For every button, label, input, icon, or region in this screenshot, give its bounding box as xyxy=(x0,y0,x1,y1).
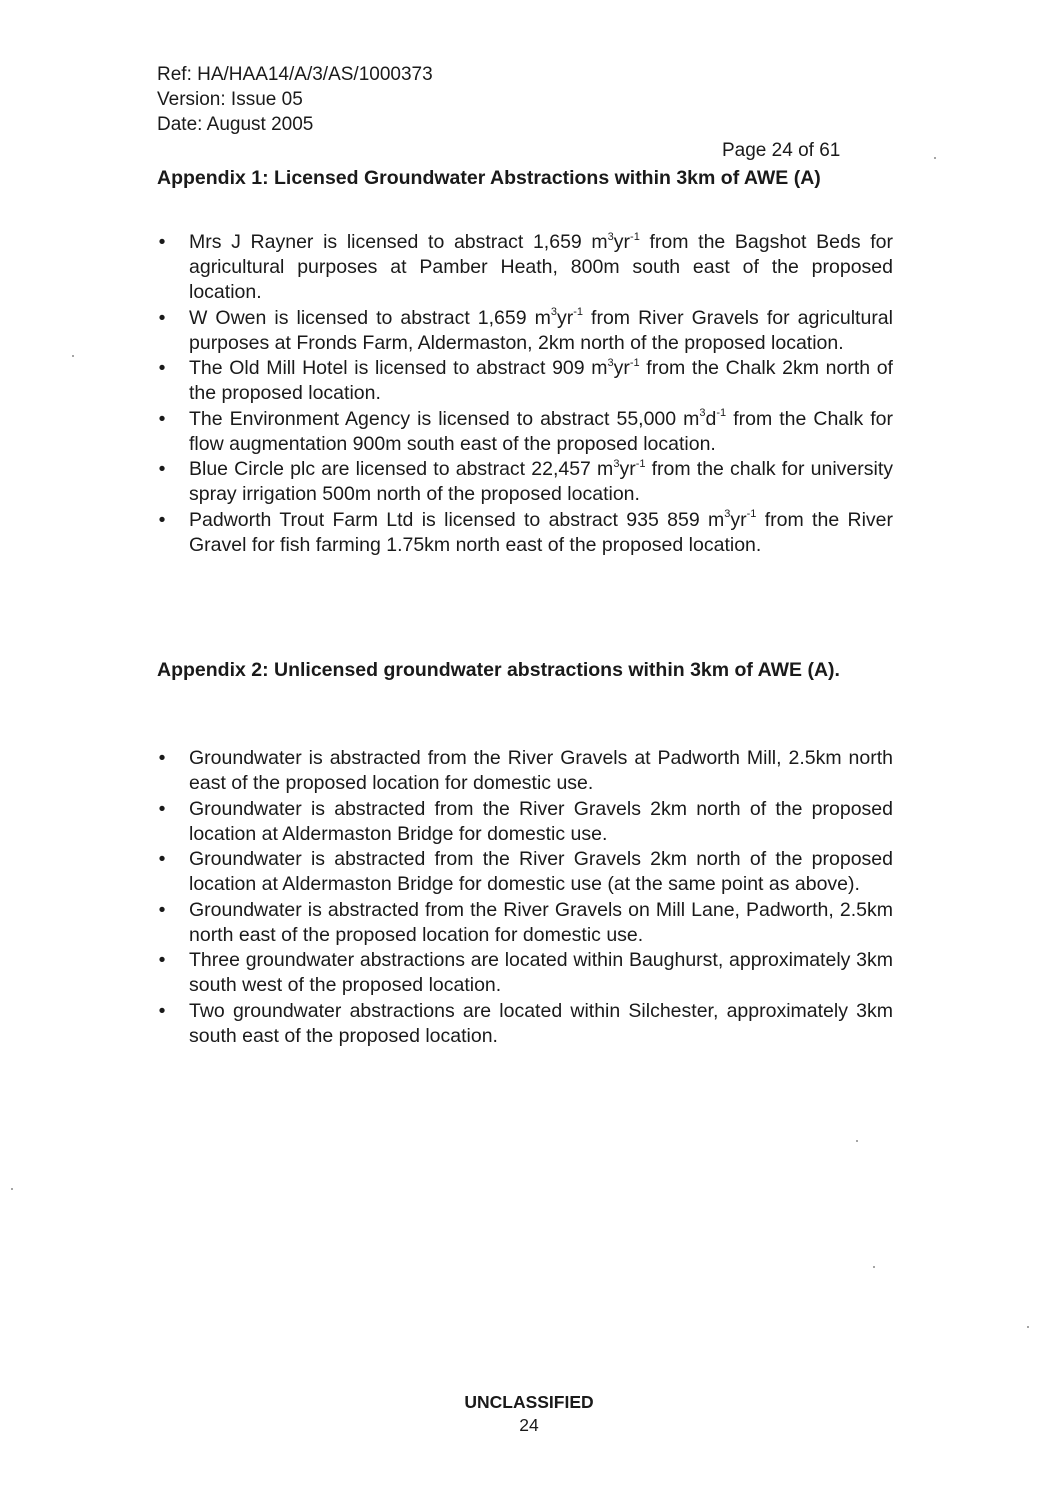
scan-speck xyxy=(72,355,74,357)
bullet-icon: • xyxy=(158,231,166,253)
list-item-text: Blue Circle plc are licensed to abstract 22,457 $m^3yr^{-1}$ from the chalk for university spray irrigation 500m north of the proposed location. xyxy=(189,457,894,505)
list-item xyxy=(157,948,893,998)
list-item-text: Groundwater is abstracted from the River Gravels 2km north of the proposed location at Aldermaston Bridge for domestic use (at the same point as above). xyxy=(189,848,893,895)
list-item xyxy=(157,407,893,457)
bullet-icon: • xyxy=(158,306,166,329)
list-item xyxy=(157,797,893,847)
date-line: Date: August 2005 xyxy=(157,114,314,135)
list-item-text: The Old Mill Hotel is licensed to abstract 909 $m^3yr^{-1}$ from the Chalk 2km north of the proposed location. xyxy=(189,356,893,404)
list-item xyxy=(157,230,893,305)
list-item-text: Three groundwater abstractions are located within Baughurst, approximately 3km south west of the proposed location. xyxy=(189,949,893,996)
list-item xyxy=(157,457,893,507)
bullet-icon: • xyxy=(158,357,166,379)
page-footer xyxy=(0,1391,1058,1437)
bullet-icon: • xyxy=(158,999,166,1022)
scan-speck xyxy=(11,1188,13,1190)
list-item-text: Groundwater is abstracted from the River Gravels 2km north of the proposed location at Aldermaston Bridge for domestic use. xyxy=(189,797,893,845)
bullet-icon: • xyxy=(158,898,166,921)
list-item-text: Groundwater is abstracted from the River Gravels on Mill Lane, Padworth, 2.5km north east of the proposed location for domestic use. xyxy=(189,898,893,946)
appendix-2-heading: Appendix 2: Unlicensed groundwater abstractions within 3km of AWE (A). xyxy=(157,659,840,681)
list-item xyxy=(157,356,893,406)
page-number: 24 xyxy=(519,1415,539,1435)
list-item-text: Groundwater is abstracted from the River Gravels at Padworth Mill, 2.5km north east of the proposed location for domestic use. xyxy=(189,747,893,794)
scan-speck xyxy=(856,1140,858,1142)
version-line: Version: Issue 05 xyxy=(157,89,303,110)
list-item xyxy=(157,746,893,796)
bullet-icon: • xyxy=(158,458,166,480)
licensed-abstractions-list xyxy=(157,230,893,558)
list-item-text: Mrs J Rayner is licensed to abstract 1,659 $m^3yr^{-1}$ from the Bagshot Beds for agricultural purposes at Pamber Heath, 800m south east of the proposed location. xyxy=(189,230,893,303)
list-item xyxy=(157,306,893,356)
list-item-text: Padworth Trout Farm Ltd is licensed to abstract 935 859 $m^3yr^{-1}$ from the River Gravel for fish farming 1.75km north east of the proposed location. xyxy=(189,508,893,556)
list-item-text: The Environment Agency is licensed to abstract 55,000 $m^3d^{-1}$ from the Chalk for flow augmentation 900m south east of the proposed location. xyxy=(189,407,893,455)
list-item xyxy=(157,508,893,558)
list-item xyxy=(157,999,893,1049)
bullet-icon: • xyxy=(158,949,166,971)
scan-speck xyxy=(873,1266,875,1268)
page-count: Page 24 of 61 xyxy=(722,140,841,161)
bullet-icon: • xyxy=(158,747,166,769)
list-item-text: W Owen is licensed to abstract 1,659 $m^3yr^{-1}$ from River Gravels for agricultural purposes at Fronds Farm, Aldermaston, 2km north of the proposed location. xyxy=(189,306,893,354)
classification-marking: UNCLASSIFIED xyxy=(464,1392,594,1412)
reference-line: Ref: HA/HAA14/A/3/AS/1000373 xyxy=(157,64,433,85)
scan-speck xyxy=(1027,1326,1029,1328)
bullet-icon: • xyxy=(158,848,166,870)
appendix-1-heading: Appendix 1: Licensed Groundwater Abstractions within 3km of AWE (A) xyxy=(157,167,821,189)
list-item xyxy=(157,847,893,897)
document-header xyxy=(157,62,433,137)
scan-speck xyxy=(934,157,936,159)
list-item-text: Two groundwater abstractions are located within Silchester, approximately 3km south east of the proposed location. xyxy=(189,999,893,1047)
unlicensed-abstractions-list xyxy=(157,746,893,1049)
list-item xyxy=(157,898,893,948)
bullet-icon: • xyxy=(158,407,166,430)
bullet-icon: • xyxy=(158,797,166,820)
bullet-icon: • xyxy=(158,508,166,531)
